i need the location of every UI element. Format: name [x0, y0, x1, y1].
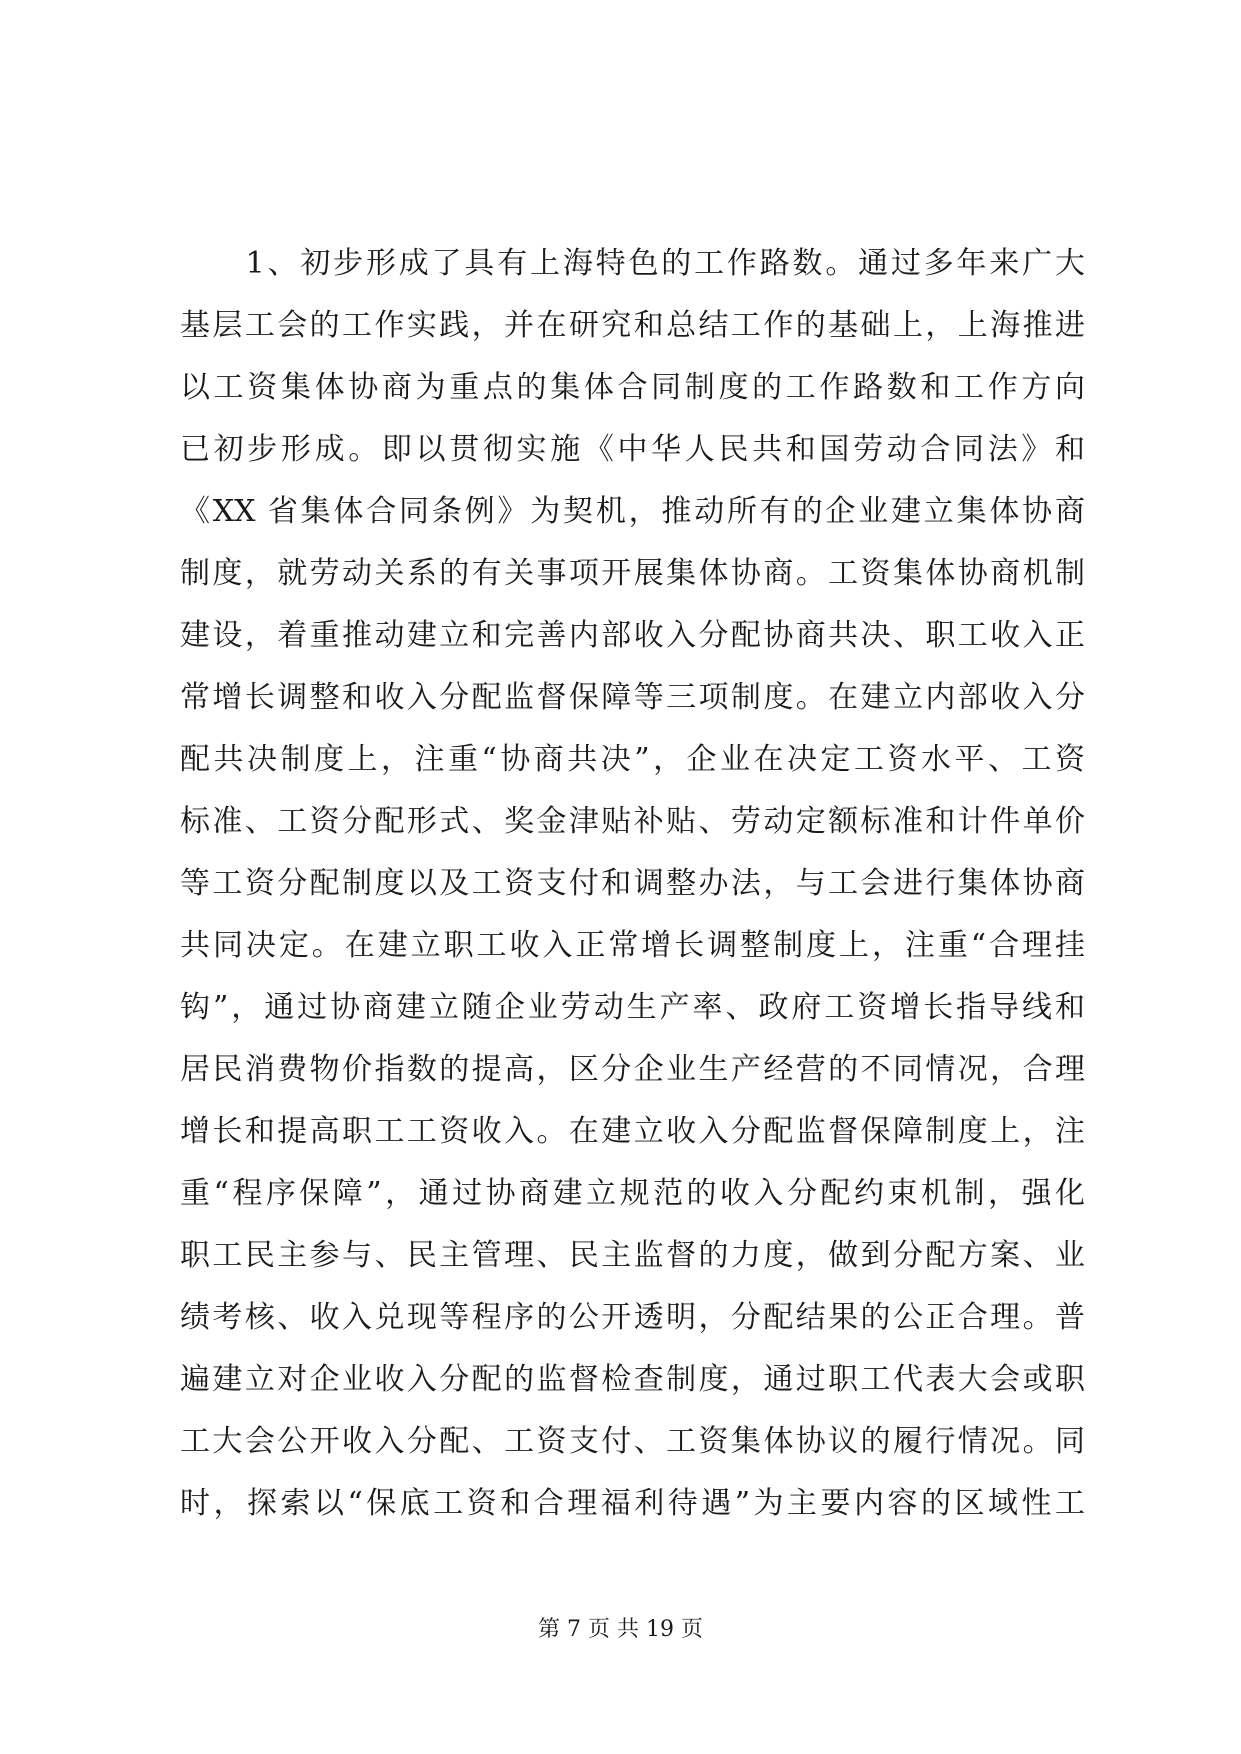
- text-line: 建设，着重推动建立和完善内部收入分配协商共决、职工收入正: [180, 618, 1085, 653]
- text-line: 《XX 省集体合同条例》为契机，推动所有的企业建立集体协商: [180, 494, 1085, 529]
- text-line: 职工民主参与、民主管理、民主监督的力度，做到分配方案、业: [180, 1238, 1085, 1273]
- text-line: 居民消费物价指数的提高，区分企业生产经营的不同情况，合理: [180, 1052, 1085, 1087]
- text-line: 标准、工资分配形式、奖金津贴补贴、劳动定额标准和计件单价: [180, 804, 1085, 839]
- text-line: 以工资集体协商为重点的集体合同制度的工作路数和工作方向: [180, 370, 1085, 405]
- text-line: 已初步形成。即以贯彻实施《中华人民共和国劳动合同法》和: [180, 432, 1085, 467]
- text-line: 增长和提高职工工资收入。在建立收入分配监督保障制度上，注: [180, 1114, 1085, 1149]
- text-line: 工大会公开收入分配、工资支付、工资集体协议的履行情况。同: [180, 1424, 1085, 1459]
- text-line: 配共决制度上，注重“协商共决”，企业在决定工资水平、工资: [180, 742, 1085, 777]
- text-line: 1、初步形成了具有上海特色的工作路数。通过多年来广大: [180, 246, 1085, 281]
- body-paragraph: [180, 233, 1085, 1535]
- text-line: 基层工会的工作实践，并在研究和总结工作的基础上，上海推进: [180, 308, 1085, 343]
- text-line: 时，探索以“保底工资和合理福利待遇”为主要内容的区域性工: [180, 1486, 1085, 1521]
- text-line: 绩考核、收入兑现等程序的公开透明，分配结果的公正合理。普: [180, 1300, 1085, 1335]
- text-line: 制度，就劳动关系的有关事项开展集体协商。工资集体协商机制: [180, 556, 1085, 591]
- page-number-label: 第 7 页 共 19 页: [538, 1617, 703, 1642]
- text-line: 共同决定。在建立职工收入正常增长调整制度上，注重“合理挂: [180, 928, 1085, 963]
- text-line: 钩”，通过协商建立随企业劳动生产率、政府工资增长指导线和: [180, 990, 1085, 1025]
- text-line: 重“程序保障”，通过协商建立规范的收入分配约束机制，强化: [180, 1176, 1085, 1211]
- page-footer: [0, 1612, 1241, 1643]
- text-line: 常增长调整和收入分配监督保障等三项制度。在建立内部收入分: [180, 680, 1085, 715]
- text-line: 遍建立对企业收入分配的监督检查制度，通过职工代表大会或职: [180, 1362, 1085, 1397]
- text-line: 等工资分配制度以及工资支付和调整办法，与工会进行集体协商: [180, 866, 1085, 901]
